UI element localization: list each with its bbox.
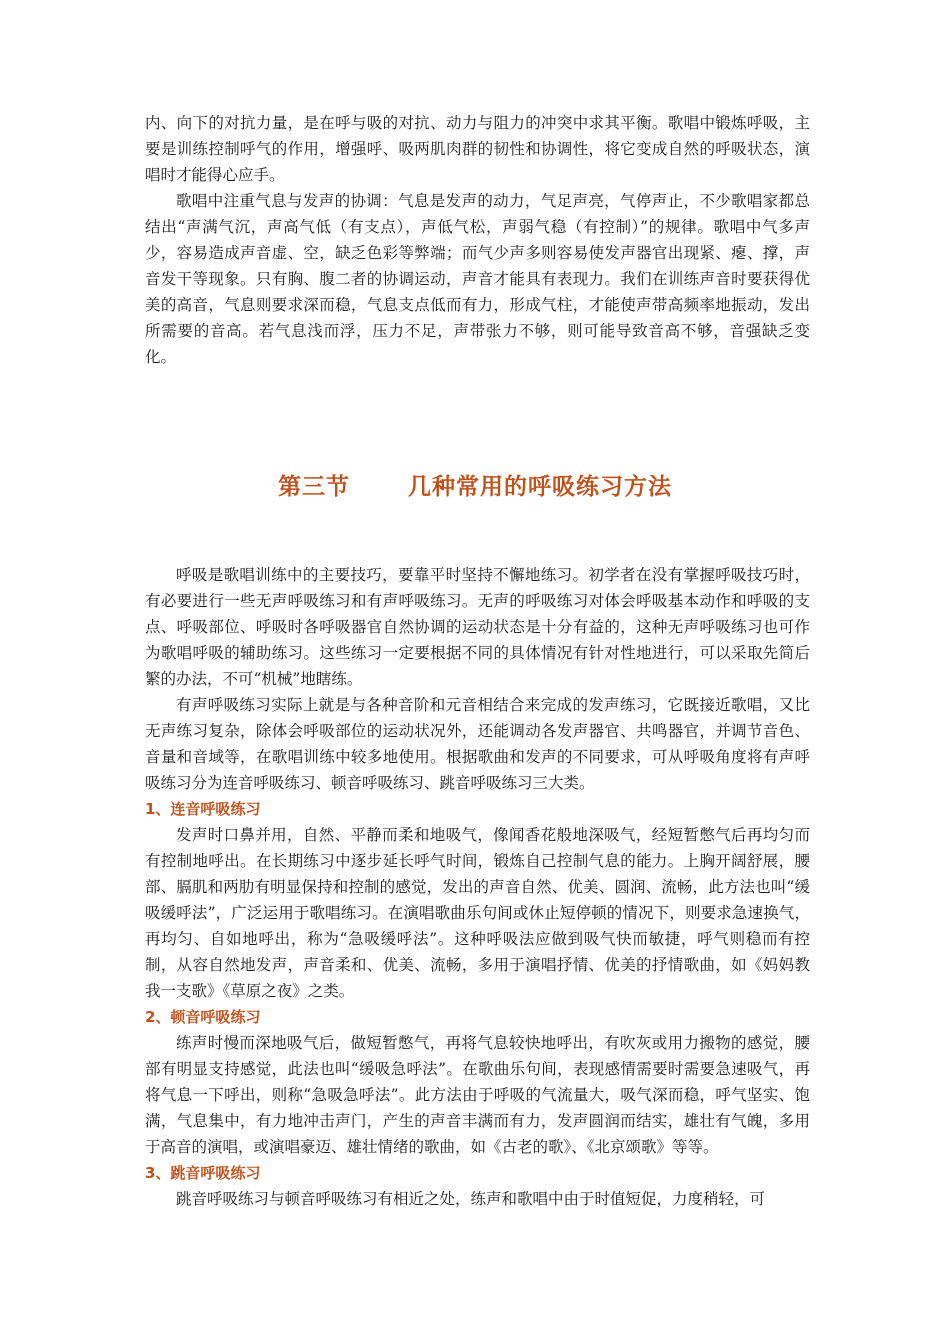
- section-number: 第三节: [278, 474, 350, 500]
- paragraph-breath-voice-coordination: 歌唱中注重气息与发声的协调：气息是发声的动力，气足声亮，气停声止，不少歌唱家都总结出“声满气沉，声高气低（有支点），声低气松，声弱气稳（有控制）”的规律。歌唱中气多声少，容易造成声音虚、空，缺乏色彩等弊端；而气少声多则容易使发声器官出现紧、瘪、撑，声音发干等现象。只有胸、腹二者的协调运动，声音才能具有表现力。我们在训练声音时要获得优美的高音，气息则要求深而稳，气息支点低而有力，形成气柱，才能使声带高频率地振动，发出所需要的音高。若气息浅而浮，压力不足，声带张力不够，则可能导致音高不够，音强缺乏变化。: [145, 192, 810, 366]
- paragraph-staccato: 练声时慢而深地吸气后，做短暂憋气，再将气息较快地呼出，有吹灰或用力搬物的感觉，腰部有明显支持感觉，此法也叫“缓吸急呼法”。在歌曲乐句间，表现感情需要时需要急速吸气，再将气息一下呼出，则称“急吸急呼法”。此方法由于呼吸的气流量大，吸气深而稳，呼气坚实、饱满，气息集中，有力地冲击声门，产生的声音丰满而有力，发声圆润而结实，雄壮有气魄，多用于高音的演唱，或演唱豪迈、雄壮情绪的歌曲，如《古老的歌》、《北京颂歌》等等。: [145, 1034, 810, 1156]
- lower-text-block: [145, 562, 810, 1212]
- subheading-staccato: 2、顿音呼吸练习: [145, 1008, 261, 1026]
- paragraph-legato: 发声时口鼻并用，自然、平静而柔和地吸气，像闻香花般地深吸气，经短暂憋气后再均匀而有控制地呼出。在长期练习中逐步延长呼气时间，锻炼自己控制气息的能力。上胸开阔舒展，腰部、膈肌和两肋有明显保持和控制的感觉，发出的声音自然、优美、圆润、流畅，此方法也叫“缓吸缓呼法”，广泛运用于歌唱练习。在演唱歌曲乐句间或休止短停顿的情况下，则要求急速换气，再均匀、自如地呼出，称为“急吸缓呼法”。这种呼吸法应做到吸气快而敏捷，呼气则稳而有控制，从容自然地发声，声音柔和、优美、流畅，多用于演唱抒情、优美的抒情歌曲，如《妈妈教我一支歌》《草原之夜》之类。: [145, 826, 810, 1000]
- paragraph-continued: 内、向下的对抗力量，是在呼与吸的对抗、动力与阻力的冲突中求其平衡。歌唱中锻炼呼吸，主要是训练控制呼气的作用，增强呼、吸两肌肉群的韧性和协调性，将它变成自然的呼吸状态，演唱时才能得心应手。: [145, 114, 810, 184]
- intro-paragraph-1: 呼吸是歌唱训练中的主要技巧，要靠平时坚持不懈地练习。初学者在没有掌握呼吸技巧时，有必要进行一些无声呼吸练习和有声呼吸练习。无声的呼吸练习对体会呼吸基本动作和呼吸的支点、呼吸部位、呼吸时各呼吸器官自然协调的运动状态是十分有益的，这种无声呼吸练习也可作为歌唱呼吸的辅助练习。这些练习一定要根据不同的具体情况有针对性地进行，可以采取先简后繁的办法，不可“机械”地瞎练。: [145, 566, 810, 688]
- section-title: 几种常用的呼吸练习方法: [408, 474, 672, 500]
- subheading-legato: 1、连音呼吸练习: [145, 800, 261, 818]
- upper-text-block: [145, 110, 810, 370]
- section-heading: [0, 468, 950, 501]
- paragraph-jump: 跳音呼吸练习与顿音呼吸练习有相近之处，练声和歌唱中由于时值短促，力度稍轻，可: [176, 1190, 766, 1208]
- subheading-jump: 3、跳音呼吸练习: [145, 1164, 261, 1182]
- intro-paragraph-2: 有声呼吸练习实际上就是与各种音阶和元音相结合来完成的发声练习，它既接近歌唱，又比无声练习复杂，除体会呼吸部位的运动状况外，还能调动各发声器官、共鸣器官，并调节音色、音量和音域等，在歌唱训练中较多地使用。根据歌曲和发声的不同要求，可从呼吸角度将有声呼吸练习分为连音呼吸练习、顿音呼吸练习、跳音呼吸练习三大类。: [145, 696, 810, 792]
